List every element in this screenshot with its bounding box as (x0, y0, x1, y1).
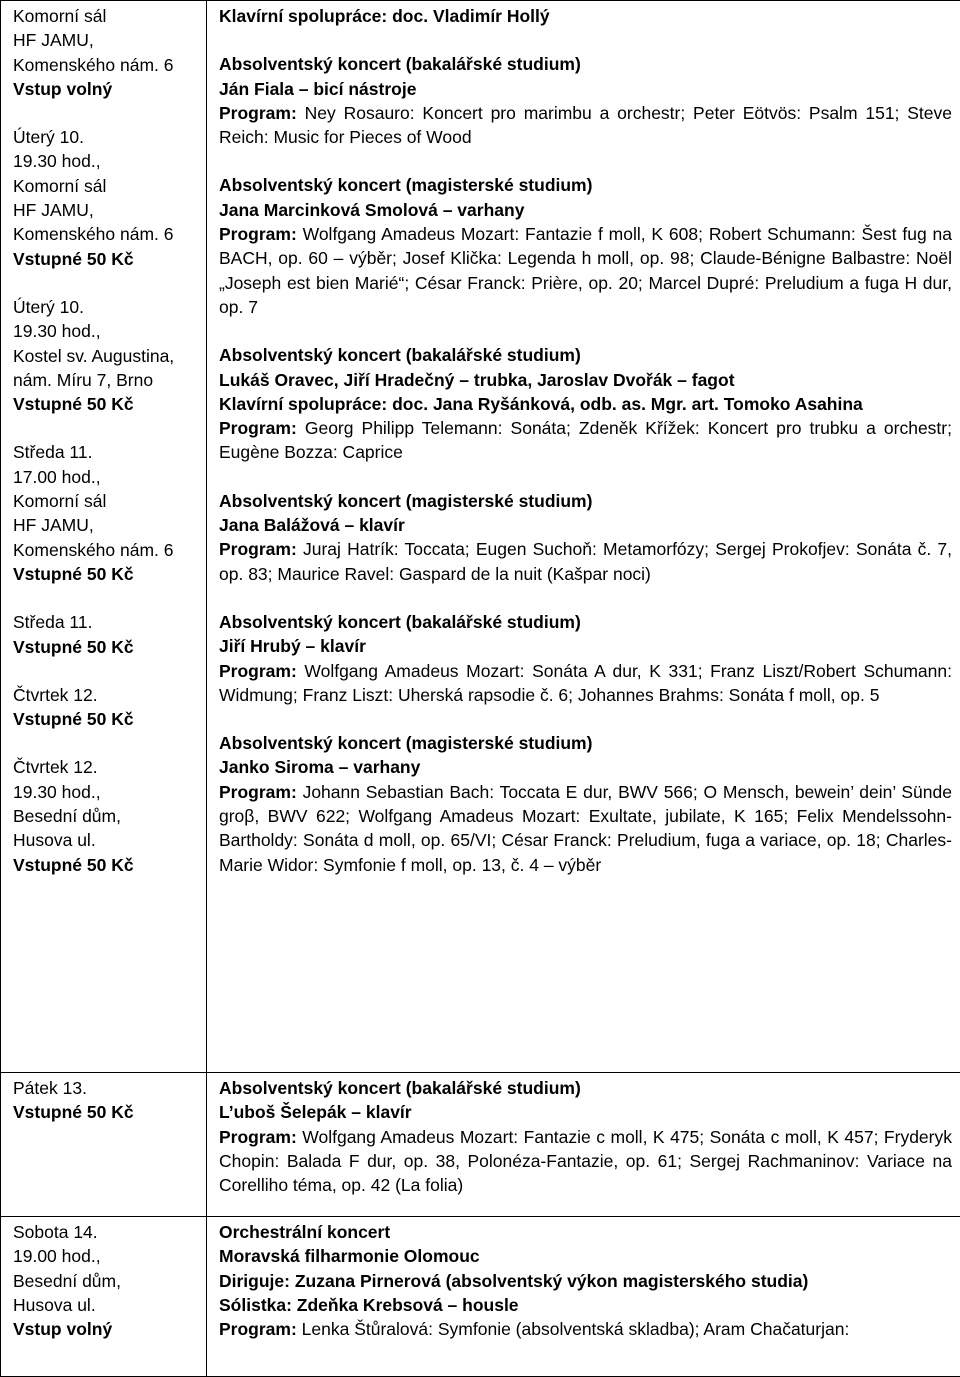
left-column (1, 1217, 207, 1377)
table-row (1, 1, 960, 1073)
venue-line: Husova ul. (13, 828, 194, 852)
venue-line: 19.30 hod., (13, 319, 194, 343)
concert-type: Absolventský koncert (bakalářské studium) (219, 52, 952, 76)
right-column (207, 1073, 960, 1217)
concert-type: Absolventský koncert (magisterské studium) (219, 489, 952, 513)
performer-line: Jana Marcinková Smolová – varhany (219, 198, 952, 222)
venue-line: Komenského nám. 6 (13, 538, 194, 562)
program-body: Johann Sebastian Bach: Toccata E dur, BWV 566; O Mensch, bewein’ dein’ Sünde groβ, BWV 622; Wolfgang Amadeus Mozart: Exultate, jubilate, K 165; Felix Mendelssohn-Bartholdy: Sonáta d moll, op. 65/VI; César Franck: Preludium, fuga a variace, op. 18; Charles-Marie Widor: Symfonie f moll, op. 13, č. 4 – výběr (219, 782, 952, 875)
venue-block (13, 683, 194, 732)
venue-line: HF JAMU, (13, 513, 194, 537)
program-text (219, 780, 952, 877)
venue-line: HF JAMU, (13, 28, 194, 52)
performer-line: Lukáš Oravec, Jiří Hradečný – trubka, Jaroslav Dvořák – fagot (219, 368, 952, 392)
concert-type: Orchestrální koncert (219, 1220, 952, 1244)
left-column (1, 1, 207, 1073)
orchestra-line: Moravská filharmonie Olomouc (219, 1244, 952, 1268)
concert-type: Absolventský koncert (bakalářské studium) (219, 610, 952, 634)
admission-label: Vstupné 50 Kč (13, 853, 194, 877)
program-text (219, 537, 952, 586)
venue-line: Sobota 14. (13, 1220, 194, 1244)
left-column (1, 1073, 207, 1217)
program-body: Wolfgang Amadeus Mozart: Fantazie c moll, K 475; Sonáta c moll, K 457; Fryderyk Chopin: Balada F dur, op. 38, Polonéza-Fantazie, op. 61; Sergej Rachmaninov: Variace na Corelliho téma, op. 42 (La folia) (219, 1127, 952, 1196)
right-column (207, 1, 960, 1073)
admission-label: Vstupné 50 Kč (13, 392, 194, 416)
venue-line: Komenského nám. 6 (13, 222, 194, 246)
concert-entry (219, 731, 952, 877)
performer-line: Jiří Hrubý – klavír (219, 634, 952, 658)
venue-line: Komorní sál (13, 489, 194, 513)
performer-line: L’uboš Šelepák – klavír (219, 1100, 952, 1124)
program-body: Wolfgang Amadeus Mozart: Fantazie f moll, K 608; Robert Schumann: Šest fug na BACH, op. 60 – výběr; Josef Klička: Legenda h moll, op. 98; Claude-Bénigne Balbastre: Noël „Joseph est bien Marié“; César Franck: Prière, op. 20; Marcel Dupré: Preludium a fuga H dur, op. 7 (219, 224, 952, 317)
venue-line: HF JAMU, (13, 198, 194, 222)
program-body: Ney Rosauro: Koncert pro marimbu a orchestr; Peter Eötvös: Psalm 151; Steve Reich: Music for Pieces of Wood (219, 103, 952, 147)
venue-line: 19.30 hod., (13, 149, 194, 173)
admission-label: Vstup volný (13, 77, 194, 101)
concert-entry (219, 343, 952, 464)
program-text (219, 222, 952, 319)
venue-block (13, 295, 194, 416)
venue-line: Husova ul. (13, 1293, 194, 1317)
admission-label: Vstupné 50 Kč (13, 247, 194, 271)
concert-entry (219, 4, 952, 28)
venue-block (13, 4, 194, 101)
program-body: Georg Philipp Telemann: Sonáta; Zdeněk Křížek: Koncert pro trubku a orchestr; Eugène Bozza: Caprice (219, 418, 952, 462)
program-label: Program: (219, 1319, 297, 1339)
concert-entry (219, 173, 952, 319)
table-row (1, 1073, 960, 1217)
venue-line: Úterý 10. (13, 125, 194, 149)
venue-line: 19.30 hod., (13, 780, 194, 804)
program-label: Program: (219, 418, 297, 438)
program-label: Program: (219, 103, 297, 123)
venue-line: Komorní sál (13, 4, 194, 28)
performer-line: Ján Fiala – bicí nástroje (219, 77, 952, 101)
admission-label: Vstupné 50 Kč (13, 562, 194, 586)
venue-line: Středa 11. (13, 440, 194, 464)
venue-block (13, 125, 194, 271)
venue-line: nám. Míru 7, Brno (13, 368, 194, 392)
conductor-line: Diriguje: Zuzana Pirnerová (absolventský výkon magisterského studia) (219, 1269, 952, 1293)
concert-type: Absolventský koncert (bakalářské studium) (219, 343, 952, 367)
program-text (219, 101, 952, 150)
venue-line: Besední dům, (13, 804, 194, 828)
venue-line: Čtvrtek 12. (13, 755, 194, 779)
venue-line: 19.00 hod., (13, 1244, 194, 1268)
program-text (219, 659, 952, 708)
table-row (1, 1217, 960, 1377)
admission-label: Vstup volný (13, 1317, 194, 1341)
right-column (207, 1217, 960, 1377)
program-label: Program: (219, 661, 297, 681)
venue-line: Čtvrtek 12. (13, 683, 194, 707)
accompanist-line: Klavírní spolupráce: doc. Jana Ryšánková, odb. as. Mgr. art. Tomoko Asahina (219, 392, 952, 416)
performer-line: Janko Siroma – varhany (219, 755, 952, 779)
venue-block (13, 755, 194, 876)
venue-line: Komorní sál (13, 174, 194, 198)
admission-label: Vstupné 50 Kč (13, 1100, 194, 1124)
admission-label: Vstupné 50 Kč (13, 707, 194, 731)
program-body: Lenka Štůralová: Symfonie (absolventská skladba); Aram Chačaturjan: (302, 1319, 850, 1339)
venue-line: Úterý 10. (13, 295, 194, 319)
concert-entry (219, 489, 952, 586)
program-text (219, 1125, 952, 1198)
program-body: Juraj Hatrík: Toccata; Eugen Suchoň: Metamorfózy; Sergej Prokofjev: Sonáta č. 7, op. 83; Maurice Ravel: Gaspard de la nuit (Kašpar noci) (219, 539, 952, 583)
venue-line: Středa 11. (13, 610, 194, 634)
concert-type: Absolventský koncert (bakalářské studium) (219, 1076, 952, 1100)
date-line: Pátek 13. (13, 1076, 194, 1100)
performer-line: Klavírní spolupráce: doc. Vladimír Hollý (219, 4, 952, 28)
venue-block (13, 440, 194, 586)
concert-type: Absolventský koncert (magisterské studium) (219, 731, 952, 755)
program-label: Program: (219, 782, 297, 802)
concert-type: Absolventský koncert (magisterské studium) (219, 173, 952, 197)
venue-line: 17.00 hod., (13, 465, 194, 489)
venue-block (13, 610, 194, 659)
program-body: Wolfgang Amadeus Mozart: Sonáta A dur, K 331; Franz Liszt/Robert Schumann: Widmung; Franz Liszt: Uherská rapsodie č. 6; Johannes Brahms: Sonáta f moll, op. 5 (219, 661, 952, 705)
program-label: Program: (219, 1127, 297, 1147)
concert-entry (219, 610, 952, 707)
program-text (219, 416, 952, 465)
venue-line: Besední dům, (13, 1269, 194, 1293)
concert-entry (219, 52, 952, 149)
program-text (219, 1317, 952, 1341)
soloist-line: Sólistka: Zdeňka Krebsová – housle (219, 1293, 952, 1317)
venue-line: Komenského nám. 6 (13, 53, 194, 77)
program-label: Program: (219, 539, 297, 559)
program-label: Program: (219, 224, 297, 244)
admission-label: Vstupné 50 Kč (13, 635, 194, 659)
performer-line: Jana Balážová – klavír (219, 513, 952, 537)
venue-line: Kostel sv. Augustina, (13, 344, 194, 368)
